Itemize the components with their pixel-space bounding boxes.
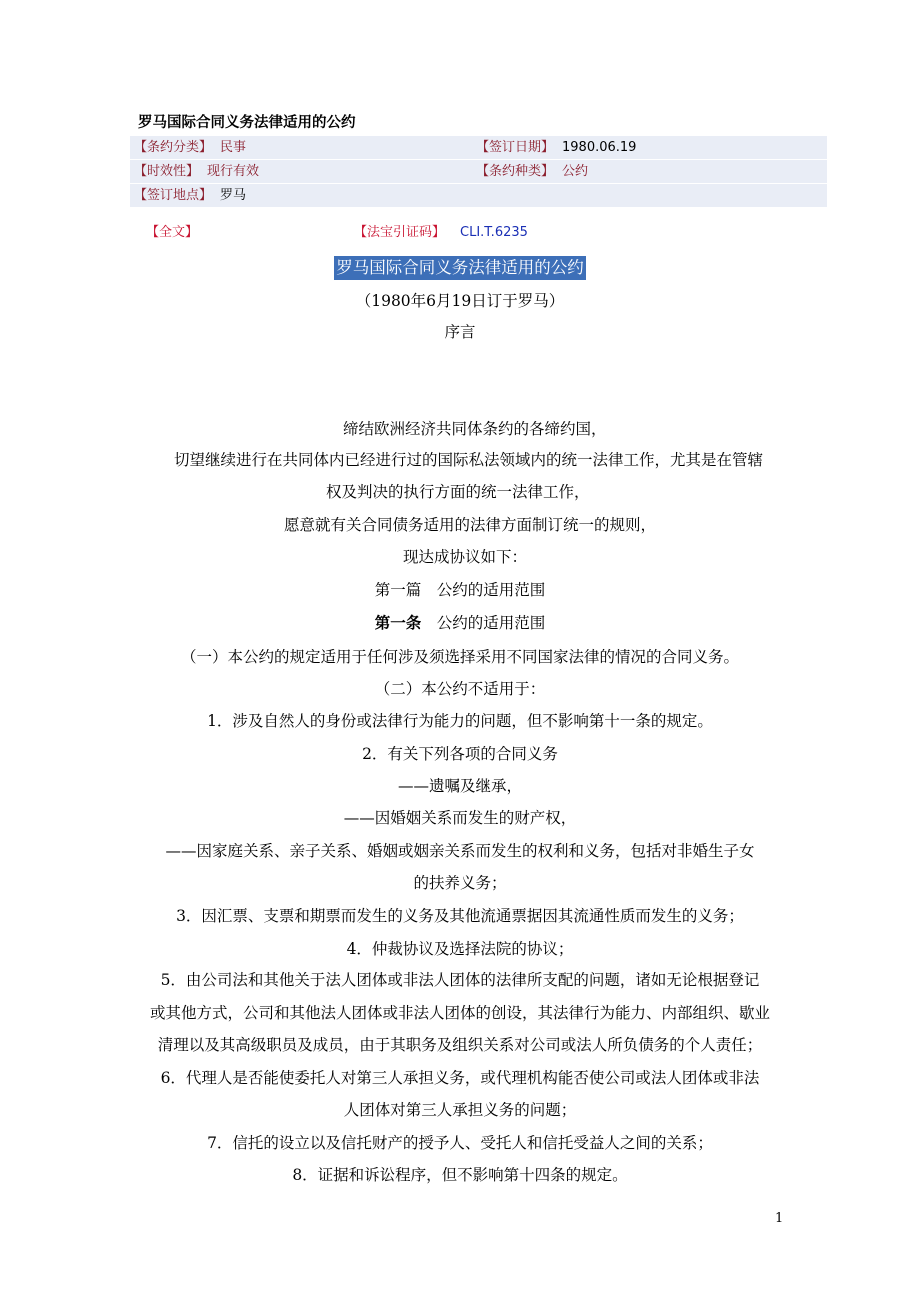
sign-date-label: 【签订日期】: [476, 140, 555, 155]
metadata-row: [130, 184, 827, 207]
document-heading: 罗马国际合同义务法律适用的公约: [334, 256, 586, 280]
body-paragraph: 或其他方式，公司和其他法人团体或非法人团体的创设，其法律行为能力、内部组织、歇业: [149, 1004, 770, 1022]
list-item-continuation: 的扶养义务；: [413, 874, 507, 892]
body-paragraph: 切望继续进行在共同体内已经进行过的国际私法领域内的统一法律工作，尤其是在管辖: [174, 451, 764, 469]
validity-value[interactable]: 现行有效: [207, 164, 260, 179]
treaty-type-value[interactable]: 公约: [562, 164, 589, 179]
fulltext-label: 【全文】: [146, 225, 199, 240]
body-paragraph: 3．因汇票、支票和期票而发生的义务及其他流通票据因其流通性质而发生的义务；: [176, 907, 744, 925]
subheading: （1980年6月19日订于罗马）: [355, 292, 565, 310]
body-paragraph: （一）本公约的规定适用于任何涉及须选择采用不同国家法律的情况的合同义务。: [180, 648, 739, 666]
part-heading: 第一篇 公约的适用范围: [374, 581, 546, 599]
body-paragraph: 2．有关下列各项的合同义务: [362, 745, 558, 763]
treaty-type-label: 【条约种类】: [476, 164, 555, 179]
body-paragraph: 1．涉及自然人的身份或法律行为能力的问题，但不影响第十一条的规定。: [207, 712, 713, 730]
body-paragraph: 清理以及其高级职员及成员，由于其职务及组织关系对公司或法人所负债务的个人责任；: [157, 1036, 763, 1054]
body-paragraph: 4．仲裁协议及选择法院的协议；: [346, 940, 574, 958]
body-paragraph: 6．代理人是否能使委托人对第三人承担义务，或代理机构能否使公司或法人团体或非法: [160, 1069, 760, 1087]
body-paragraph: 7．信托的设立以及信托财产的授予人、受托人和信托受益人之间的关系；: [207, 1134, 713, 1152]
body-paragraph: 愿意就有关合同债务适用的法律方面制订统一的规则，: [284, 516, 657, 534]
category-value[interactable]: 民事: [220, 140, 247, 155]
article-number: 第一条: [374, 613, 422, 632]
body-paragraph: 现达成协议如下：: [403, 548, 528, 566]
metadata-sign-place: [134, 184, 246, 207]
metadata-category: [134, 136, 246, 159]
heading-container: [0, 256, 920, 280]
article-heading: [0, 611, 920, 635]
metadata-validity: [134, 160, 259, 183]
fulltext-line: [146, 222, 746, 244]
citation-code-label: 【法宝引证码】: [354, 225, 446, 240]
sign-place-label: 【签订地点】: [134, 188, 213, 203]
list-item: ——因婚姻关系而发生的财产权，: [343, 809, 577, 827]
body-paragraph: 8．证据和诉讼程序，但不影响第十四条的规定。: [292, 1166, 628, 1184]
body-paragraph: 人团体对第三人承担义务的问题；: [343, 1101, 577, 1119]
body-paragraph: 5．由公司法和其他关于法人团体或非法人团体的法律所支配的问题，诸如无论根据登记: [160, 971, 760, 989]
metadata-sign-date: [476, 136, 636, 159]
metadata-row: [130, 160, 827, 184]
preface-heading: 序言: [444, 323, 476, 341]
list-item: ——遗嘱及继承，: [397, 777, 522, 795]
document-title: 罗马国际合同义务法律适用的公约: [138, 115, 356, 131]
body-paragraph: （二）本公约不适用于：: [374, 680, 546, 698]
article-title: 公约的适用范围: [436, 614, 546, 632]
citation-code-value[interactable]: CLI.T.6235: [460, 225, 528, 240]
category-label: 【条约分类】: [134, 140, 213, 155]
validity-label: 【时效性】: [134, 164, 200, 179]
sign-place-value: 罗马: [220, 188, 247, 203]
metadata-row: [130, 136, 827, 160]
article-gap: [421, 614, 437, 632]
sign-date-value: 1980.06.19: [562, 140, 637, 155]
list-item: ——因家庭关系、亲子关系、婚姻或姻亲关系而发生的权利和义务，包括对非婚生子女: [165, 842, 755, 860]
body-paragraph: 缔结欧洲经济共同体条约的各缔约国，: [343, 420, 607, 438]
body-paragraph: 权及判决的执行方面的统一法律工作，: [326, 483, 590, 501]
page-number: 1: [775, 1211, 784, 1226]
metadata-treaty-type: [476, 160, 588, 183]
metadata-table: [130, 136, 827, 207]
